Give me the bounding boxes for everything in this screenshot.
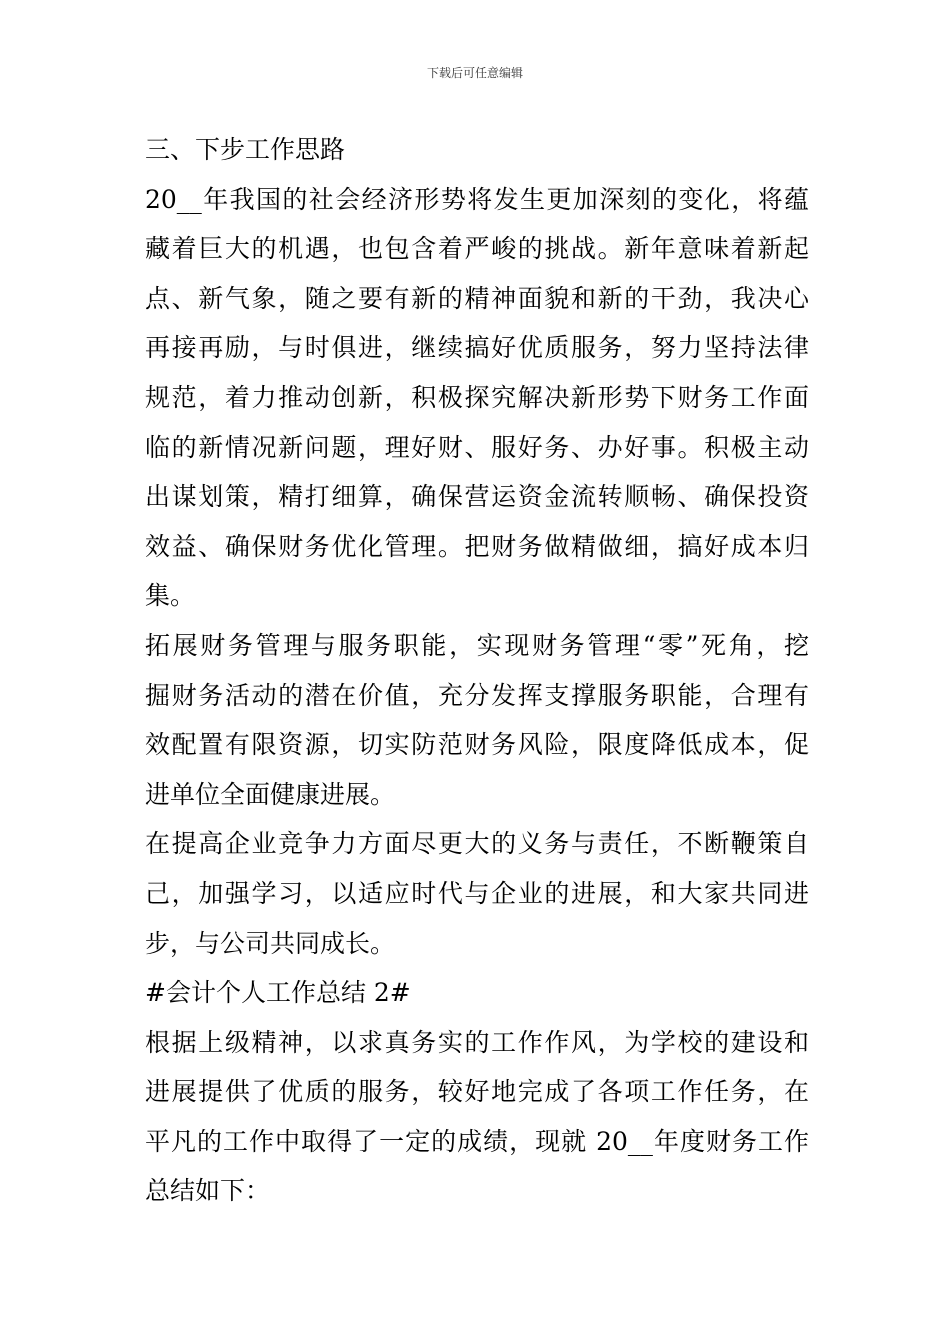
text-line: 步，与公司共同成长。 (145, 928, 396, 958)
page-header-note: 下载后可任意编辑 (426, 66, 523, 80)
text-line: #会计个人工作总结 2# (145, 978, 411, 1008)
text-line: 效配置有限资源，切实防范财务风险，限度降低成本，促 (145, 730, 809, 760)
text-line: 20__年我国的社会经济形势将发生更加深刻的变化，将蕴 (145, 184, 809, 214)
text-line: 点、新气象，随之要有新的精神面貌和新的干劲，我决心 (145, 283, 809, 313)
text-line: 在提高企业竞争力方面尽更大的义务与责任，不断鞭策自 (145, 829, 809, 859)
text-line: 进单位全面健康进展。 (145, 779, 396, 809)
text-line: 规范，着力推动创新，积极探究解决新形势下财务工作面 (145, 382, 809, 412)
text-line: 平凡的工作中取得了一定的成绩，现就 20__年度财务工作 (145, 1126, 809, 1156)
text-line: 三、下步工作思路 (145, 135, 346, 164)
text-line: 拓展财务管理与服务职能，实现财务管理“零”死角，挖 (145, 630, 809, 660)
text-line: 效益、确保财务优化管理。把财务做精做细，搞好成本归 (145, 531, 809, 561)
text-line: 根据上级精神，以求真务实的工作作风，为学校的建设和 (145, 1027, 809, 1057)
text-line: 出谋划策，精打细算，确保营运资金流转顺畅、确保投资 (145, 482, 809, 512)
text-line: 集。 (145, 581, 196, 611)
document-body (145, 125, 809, 1216)
text-line: 己，加强学习，以适应时代与企业的进展，和大家共同进 (145, 878, 809, 908)
text-line: 临的新情况新问题，理好财、服好务、办好事。积极主动 (145, 432, 809, 462)
text-line: 再接再励，与时俱进，继续搞好优质服务，努力坚持法律 (145, 333, 809, 363)
text-line: 藏着巨大的机遇，也包含着严峻的挑战。新年意味着新起 (145, 234, 809, 264)
text-line: 掘财务活动的潜在价值，充分发挥支撑服务职能，合理有 (145, 680, 809, 710)
text-line: 总结如下： (145, 1176, 271, 1206)
text-line: 进展提供了优质的服务，较好地完成了各项工作任务，在 (145, 1077, 809, 1107)
